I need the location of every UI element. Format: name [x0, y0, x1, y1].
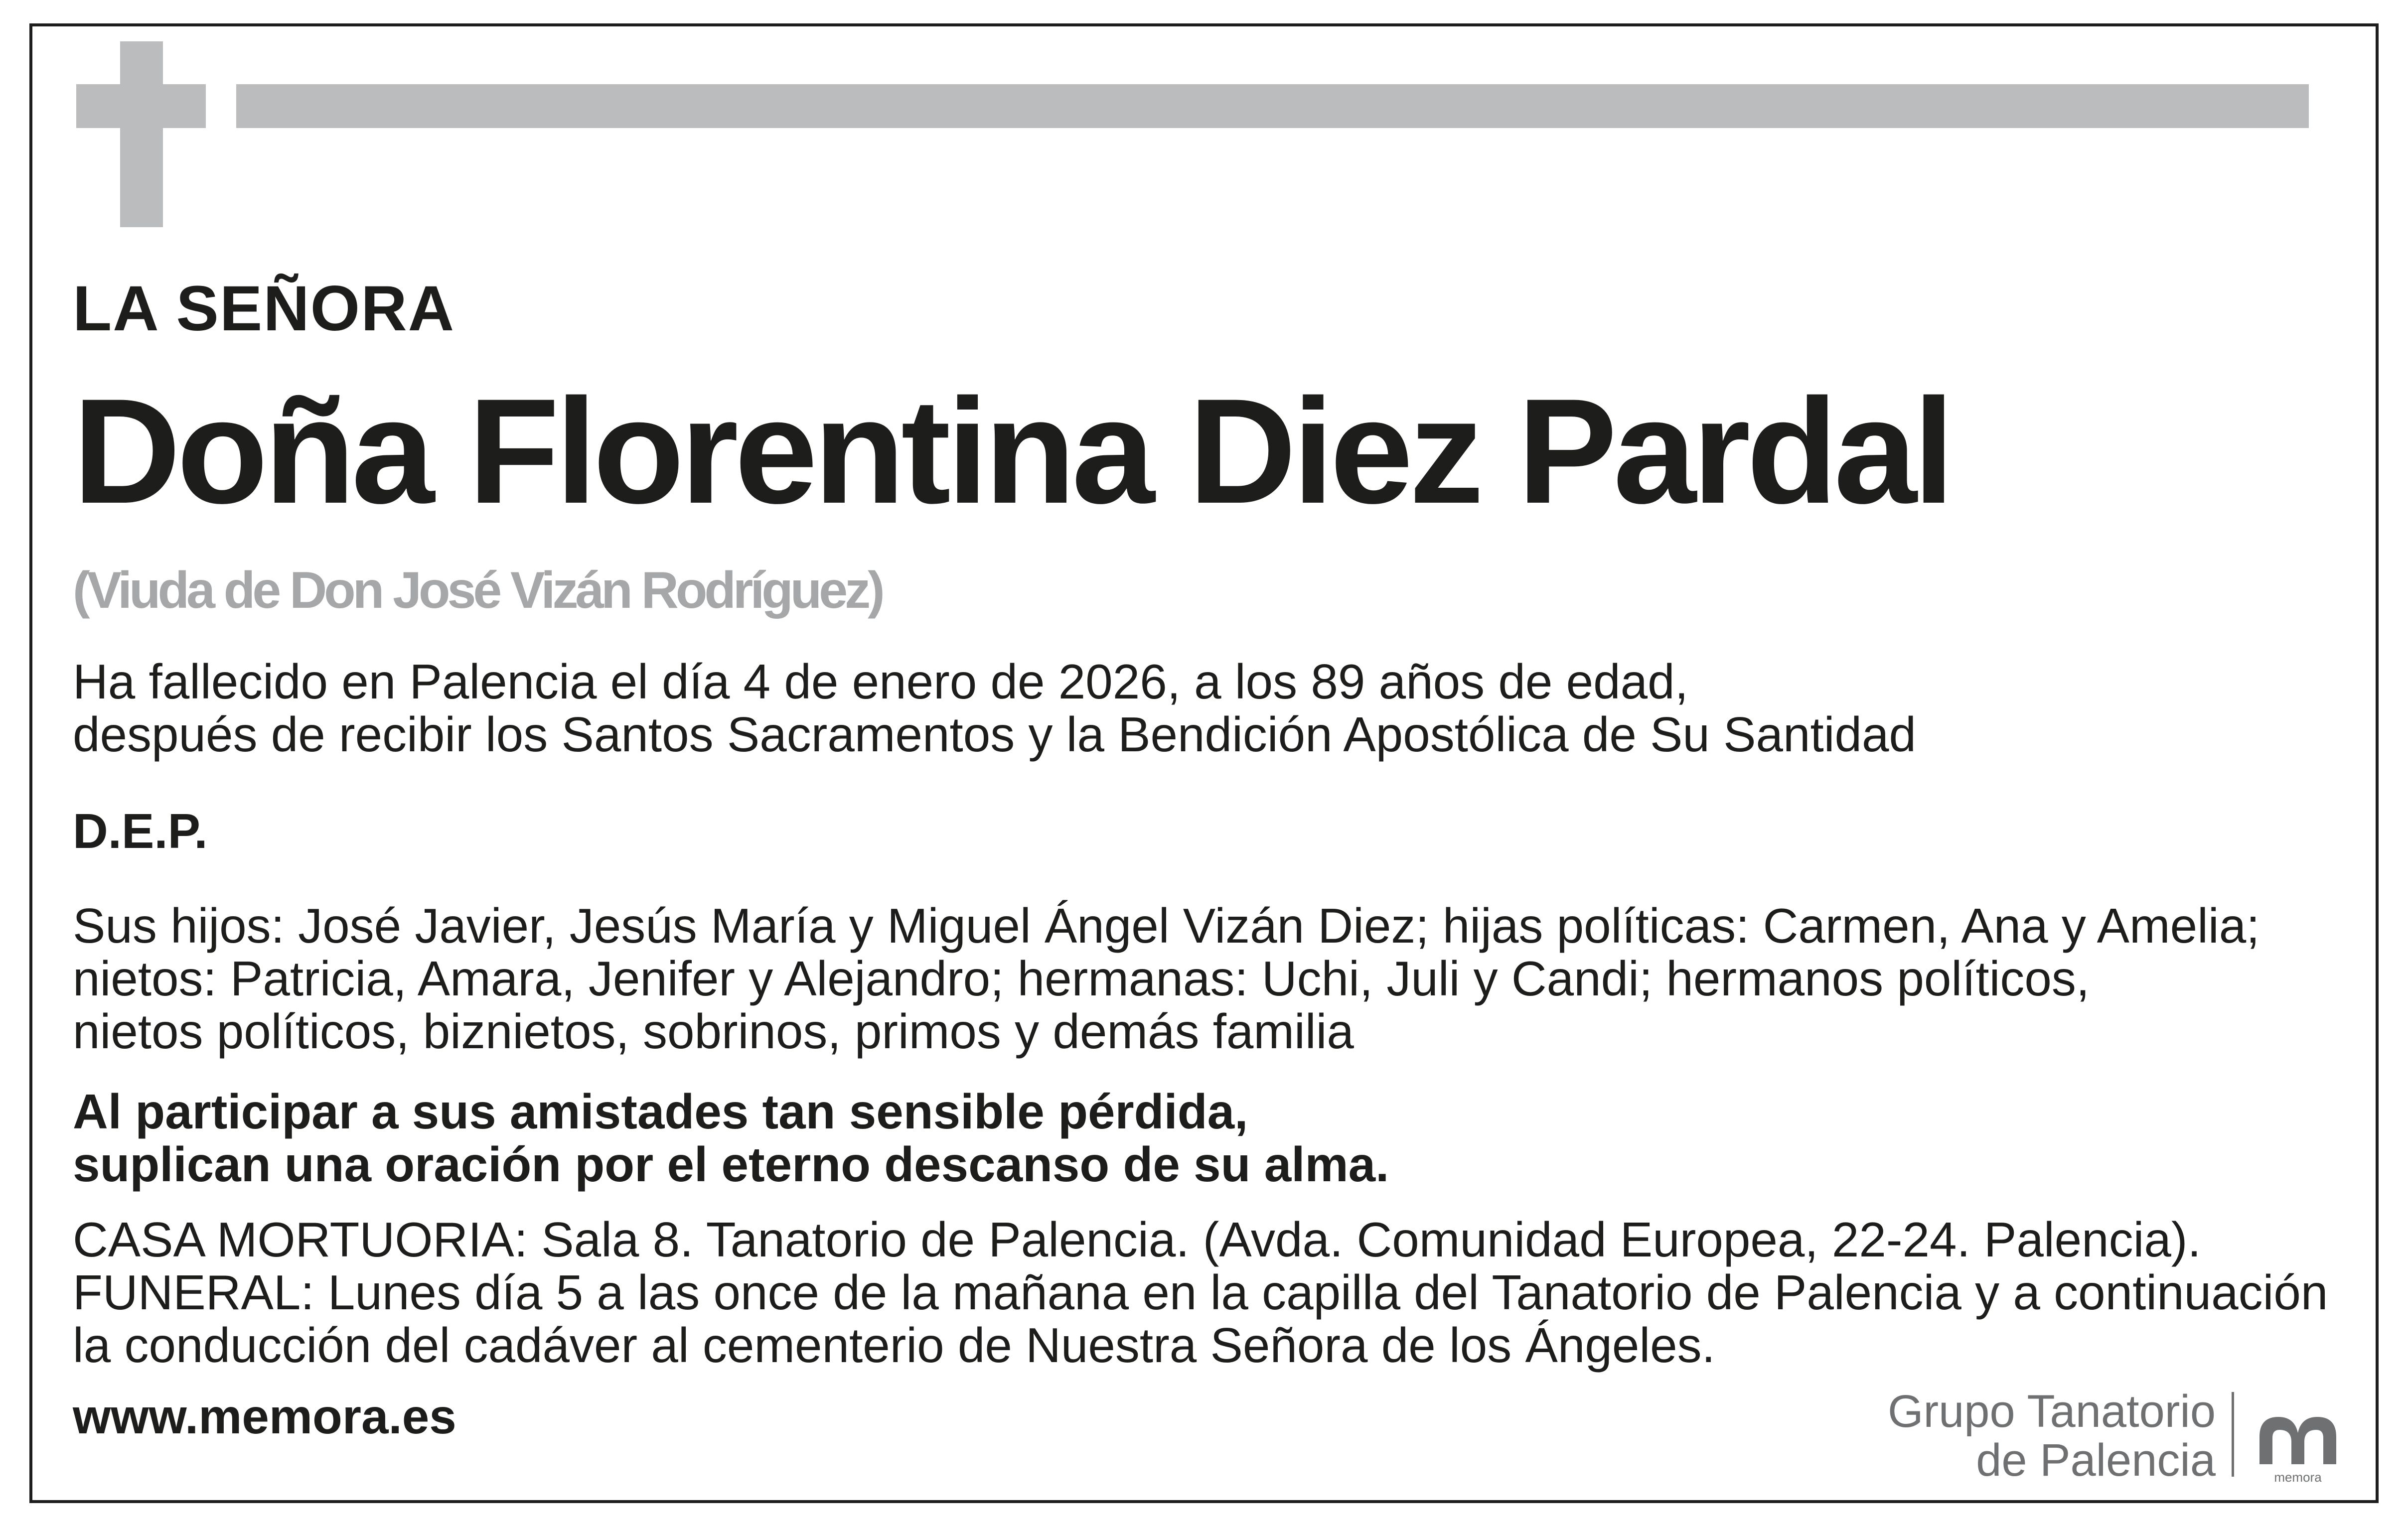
cross-vertical-bar [120, 41, 163, 227]
svg-text:memora: memora [2274, 1470, 2322, 1485]
death-notice-line: después de recibir los Santos Sacramentos y la Bendición Apostólica de Su Santidad [73, 707, 1917, 762]
service-info-line: CASA MORTUORIA: Sala 8. Tanatorio de Palencia. (Avda. Comunidad Europea, 22-24. Palencia). [73, 1212, 2201, 1267]
tanatorio-logo [1872, 1377, 2360, 1492]
deceased-name: Doña Florentina Diez Pardal [73, 367, 1951, 535]
service-info-line: FUNERAL: Lunes día 5 a las once de la mañana en la capilla del Tanatorio de Palencia y a continuación [73, 1265, 2328, 1320]
website-link[interactable]: www.memora.es [73, 1389, 456, 1444]
logo-line: Grupo Tanatorio [1887, 1386, 2216, 1437]
death-notice [73, 655, 1916, 761]
family-list [73, 899, 2259, 1058]
logo-line: de Palencia [1976, 1435, 2216, 1486]
dep-label: D.E.P. [73, 804, 208, 858]
memora-logo-icon [2251, 1402, 2345, 1487]
service-info-line: la conducción del cadáver al cementerio de Nuestra Señora de los Ángeles. [73, 1318, 1715, 1373]
cross-horizontal-bar [76, 84, 206, 128]
family-line: nietos: Patricia, Amara, Jenifer y Alejandro; hermanas: Uchi, Juli y Candi; hermanos políticos, [73, 951, 2090, 1006]
death-notice-line: Ha fallecido en Palencia el día 4 de enero de 2026, a los 89 años de edad, [73, 654, 1688, 709]
prayer-request-line: Al participar a sus amistades tan sensible pérdida, [73, 1084, 1248, 1139]
logo-text [1888, 1387, 2216, 1485]
prayer-request-line: suplican una oración por el eterno descanso de su alma. [73, 1137, 1389, 1192]
header-rule [236, 84, 2309, 128]
prayer-request [73, 1085, 1389, 1191]
cross-icon [76, 41, 206, 227]
family-line: nietos políticos, biznietos, sobrinos, primos y demás familia [73, 1004, 1354, 1059]
widow-note: (Viuda de Don José Vizán Rodríguez) [73, 561, 882, 619]
logo-separator [2232, 1392, 2234, 1477]
service-info [73, 1213, 2328, 1372]
family-line: Sus hijos: José Javier, Jesús María y Miguel Ángel Vizán Diez; hijas políticas: Carmen, Ana y Amelia; [73, 898, 2260, 953]
title-label: LA SEÑORA [73, 273, 455, 344]
